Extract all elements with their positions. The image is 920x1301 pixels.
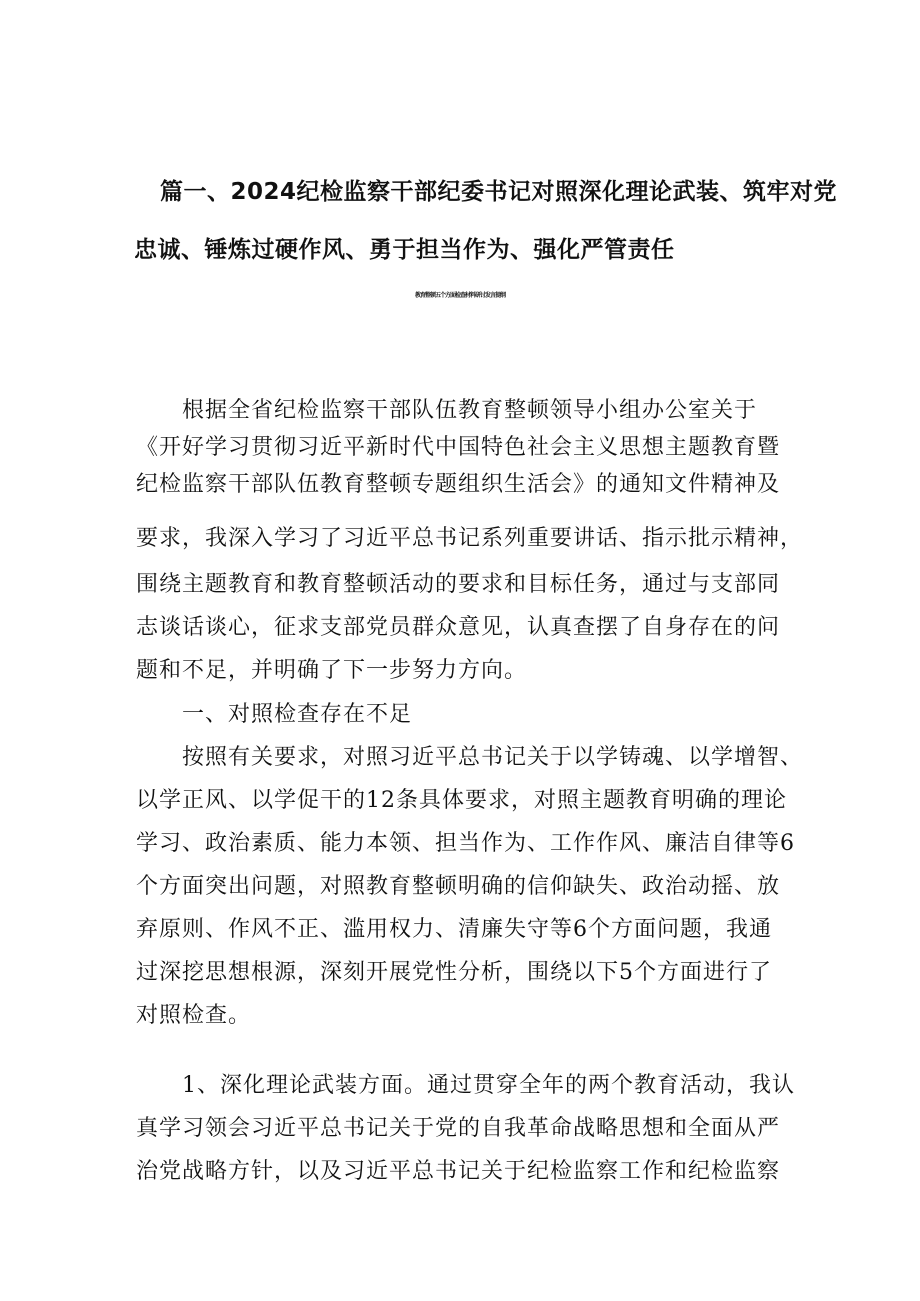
document-title-line-2: 忠诚、锤炼过硬作风、勇于担当作为、强化严管责任 — [134, 237, 675, 263]
intro-line: 根据全省纪检监察干部队伍教育整顿领导小组办公室关于 — [182, 398, 758, 423]
item-line: 治党战略方针，以及习近平总书记关于纪检监察工作和纪检监察 — [136, 1159, 781, 1184]
section-heading: 一、对照检查存在不足 — [182, 702, 413, 727]
item-line: 真学习领会习近平总书记关于党的自我革命战略思想和全面从严 — [136, 1116, 781, 1141]
section-line: 按照有关要求，对照习近平总书记关于以学铸魂、以学增智、 — [182, 745, 804, 770]
section-line: 弃原则、作风不正、滥用权力、清廉失守等6个方面问题，我通 — [136, 917, 772, 942]
item-line: 1、深化理论武装方面。通过贯穿全年的两个教育活动，我认 — [182, 1073, 795, 1098]
section-line: 学习、政治素质、能力本领、担当作为、工作作风、廉洁自律等6 — [136, 831, 795, 856]
section-line: 以学正风、以学促干的12条具体要求，对照主题教育明确的理论 — [136, 788, 787, 813]
document-title-line-3: 教育整顿五个方面检查材料研讨发言提纲 — [414, 292, 505, 299]
document-title-line-1: 篇一、2024纪检监察干部纪委书记对照深化理论武装、筑牢对党 — [160, 179, 838, 205]
section-line: 过深挖思想根源，深刻开展党性分析，围绕以下5个方面进行了 — [136, 960, 772, 985]
section-line: 个方面突出问题，对照教育整顿明确的信仰缺失、政治动摇、放 — [136, 874, 781, 899]
intro-line: 题和不足，并明确了下一步努力方向。 — [136, 658, 528, 683]
intro-line: 纪检监察干部队伍教育整顿专题组织生活会》的通知文件精神及 — [136, 472, 781, 497]
intro-line: 要求，我深入学习了习近平总书记系列重要讲话、指示批示精神， — [136, 526, 804, 551]
intro-line: 《开好学习贯彻习近平新时代中国特色社会主义思想主题教育暨 — [136, 435, 781, 460]
intro-line: 志谈话谈心，征求支部党员群众意见，认真查摆了自身存在的问 — [136, 615, 781, 640]
intro-line: 围绕主题教育和教育整顿活动的要求和目标任务，通过与支部同 — [136, 572, 781, 597]
section-line: 对照检查。 — [136, 1003, 252, 1028]
